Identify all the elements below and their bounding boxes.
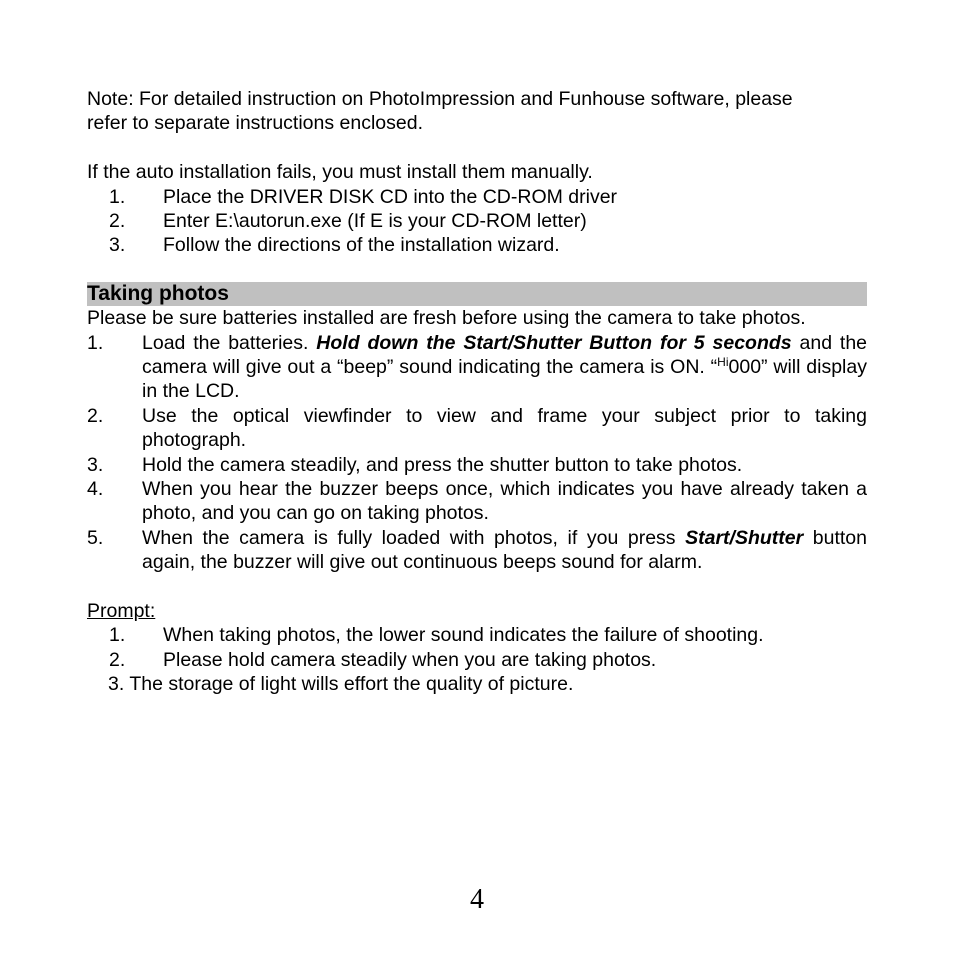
section-heading-taking-photos: Taking photos (87, 282, 867, 306)
list-item: 3. Follow the directions of the installation wizard. (109, 234, 560, 257)
page-number: 4 (470, 884, 484, 915)
prompt-item-3: 3. The storage of light wills effort the quality of picture. (108, 673, 574, 696)
manual-install-intro: If the auto installation fails, you must install them manually. (87, 161, 593, 184)
list-item: 2. Enter E:\autorun.exe (If E is your CD-ROM letter) (109, 210, 587, 233)
document-page (87, 87, 867, 697)
manual-install-steps (87, 185, 867, 258)
list-item: 2. Use the optical viewfinder to view and frame your subject prior to taking photograph. (87, 404, 867, 452)
taking-photos-steps (87, 331, 867, 575)
list-item: 4. When you hear the buzzer beeps once, which indicates you have already taken a photo, and you can go on taking photos. (87, 478, 867, 525)
list-item: 1. Load the batteries. Hold down the Start/Shutter Button for 5 seconds and the camera will give out a “beep” sound indicating the camera is ON. “$^{Hi}$000” will display in the LCD. (87, 331, 868, 403)
list-item: 1. Place the DRIVER DISK CD into the CD-ROM driver (109, 185, 618, 208)
prompt-label: Prompt: (87, 600, 156, 623)
list-item: 2. Please hold camera steadily when you are taking photos. (109, 648, 657, 671)
note-line-2: refer to separate instructions enclosed. (87, 112, 424, 135)
taking-photos-intro: Please be sure batteries installed are fresh before using the camera to take photos. (87, 307, 806, 330)
note-line-1: Note: For detailed instruction on PhotoImpression and Funhouse software, please (87, 88, 793, 110)
list-item: 3. Hold the camera steadily, and press the shutter button to take photos. (87, 453, 743, 476)
prompt-steps (87, 623, 867, 672)
list-item: 1. When taking photos, the lower sound indicates the failure of shooting. (109, 624, 764, 647)
list-item: 5. When the camera is fully loaded with photos, if you press Start/Shutter button again, the buzzer will give out continuous beeps sound for alarm. (87, 526, 867, 574)
